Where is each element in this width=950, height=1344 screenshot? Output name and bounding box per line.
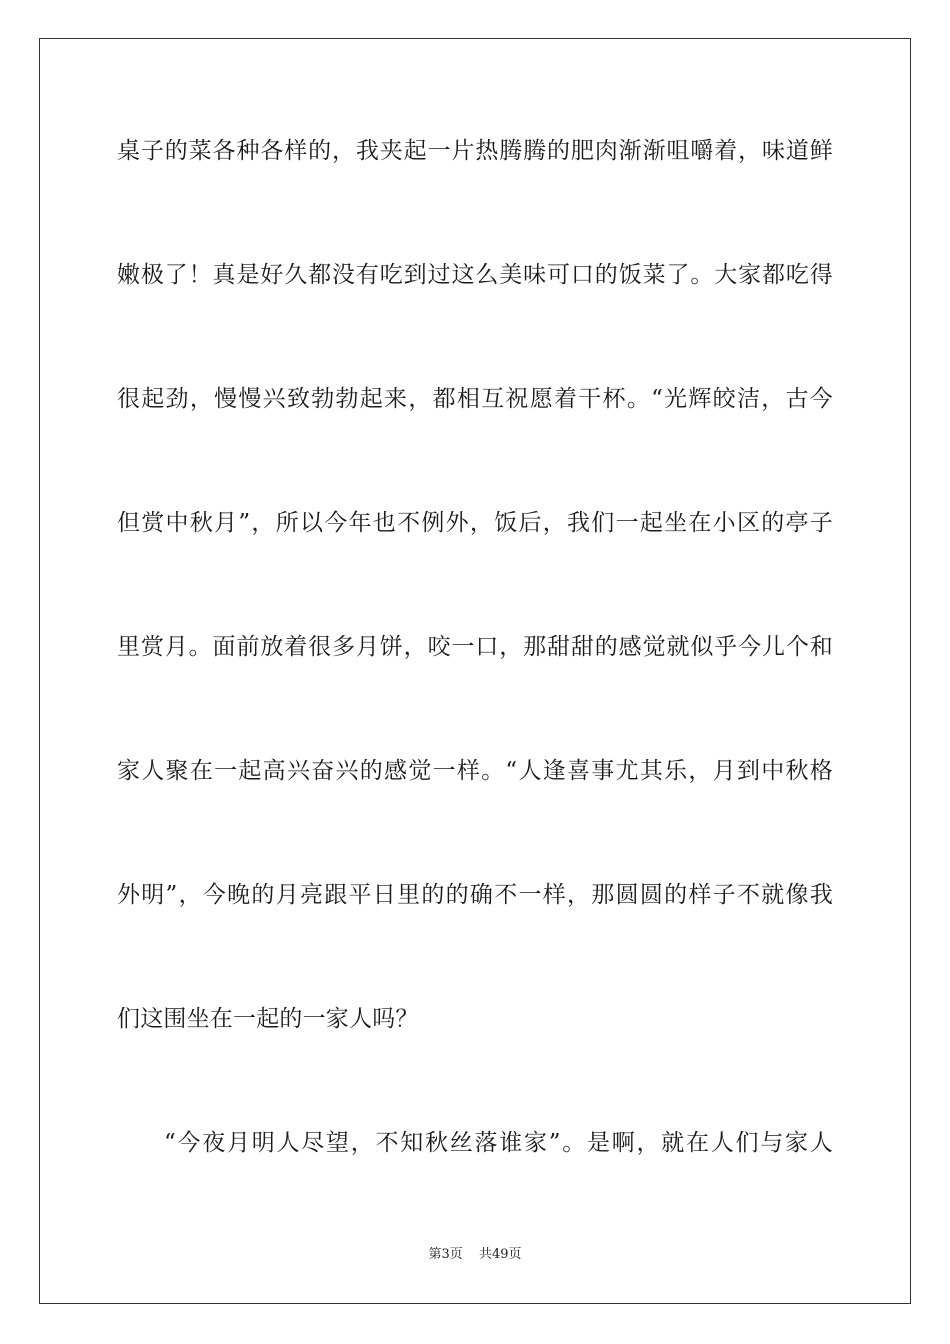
text-line-2: 嫩极了！真是好久都没有吃到过这么美味可口的饭菜了。大家都吃得 xyxy=(117,262,833,288)
text-line-1: 桌子的菜各种各样的，我夹起一片热腾腾的肥肉渐渐咀嚼着，味道鲜 xyxy=(117,138,833,164)
text-line-5: 里赏月。面前放着很多月饼，咬一口，那甜甜的感觉就似乎今儿个和 xyxy=(117,634,833,660)
text-line-4: 但赏中秋月”，所以今年也不例外，饭后，我们一起坐在小区的亭子 xyxy=(117,510,833,536)
text-line-6: 家人聚在一起高兴奋兴的感觉一样。“人逢喜事尤其乐，月到中秋格 xyxy=(117,758,833,784)
page-number: 第3页 xyxy=(428,1247,463,1262)
page-border xyxy=(39,38,911,1304)
text-line-7: 外明”，今晚的月亮跟平日里的的确不一样，那圆圆的样子不就像我 xyxy=(117,882,833,908)
page-total: 共49页 xyxy=(478,1247,522,1262)
text-line-3: 很起劲，慢慢兴致勃勃起来，都相互祝愿着干杯。“光辉皎洁，古今 xyxy=(117,386,833,412)
text-line-9: “今夜月明人尽望，不知秋丝落谁家”。是啊，就在人们与家人 xyxy=(164,1130,833,1156)
page-footer xyxy=(0,1246,950,1264)
text-line-8: 们这围坐在一起的一家人吗？ xyxy=(117,1006,419,1032)
